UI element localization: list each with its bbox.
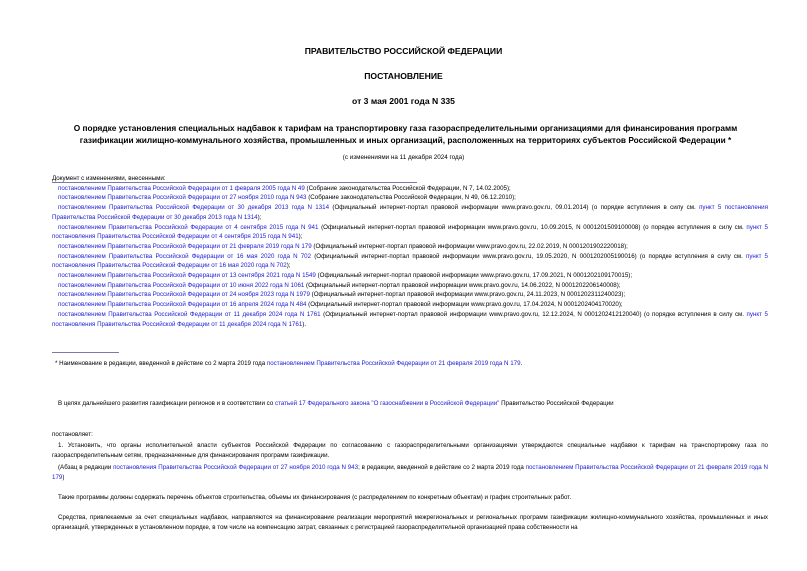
footnote-end: . — [520, 360, 523, 367]
effective-date-link[interactable]: пункт 5 постановления Правительства Российской Федерации от 16 мая 2020 года N 702 — [52, 252, 769, 270]
amendment-source: (Официальный интернет-портал правовой информации www.pravo.gov.ru, 10.09.2015, N 0001201509100008) (о порядке вступления в силу см. — [318, 223, 747, 231]
amendment-end: ); — [298, 233, 303, 241]
funds-paragraph: Средства, привлекаемые за счет специальных надбавок, направляются на финансирование реализации мероприятий межрегиональных и региональных программ газификации жилищно-коммунального хозяйства, промышленных и иных организаций, утвержденных в установленном порядке, в том числе на компенсацию затрат, связанных с регистрацией газораспределительной организацией права собственности на — [52, 514, 768, 531]
preamble-paragraph — [52, 399, 768, 409]
amendment-end: ). — [302, 320, 307, 328]
docinfo-item — [52, 242, 768, 252]
docinfo-item — [52, 290, 768, 300]
amendment-link[interactable]: постановлением Правительства Российской Федерации от 16 апреля 2024 года N 484 — [58, 301, 307, 309]
amendment-link[interactable]: постановлением Правительства Российской Федерации от 16 мая 2020 года N 702 — [58, 252, 312, 260]
effective-date-link[interactable]: пункт 5 постановления Правительства Российской Федерации от 30 декабря 2013 года N 1314 — [52, 204, 768, 221]
docinfo-item — [52, 203, 768, 222]
docinfo-item — [52, 281, 768, 291]
amendment-source: (Официальный интернет-портал правовой информации www.pravo.gov.ru, 17.09.2021, N 0001202109170015); — [315, 272, 633, 280]
amendment-source: (Официальный интернет-портал правовой информации www.pravo.gov.ru, 19.05.2020, N 0001202005190016) (о порядке вступления в силу см. — [311, 252, 746, 260]
docinfo-item — [52, 223, 768, 242]
amendment-link[interactable]: постановлением Правительства Российской Федерации от 10 июня 2022 года N 1061 — [58, 281, 305, 289]
doc-date-number: от 3 мая 2001 года N 335 — [352, 96, 455, 106]
amendment-source: (Официальный интернет-портал правовой информации www.pravo.gov.ru, 09.01.2014) (о порядке вступления в силу см. — [329, 204, 700, 212]
amendment-source: (Официальный интернет-портал правовой информации www.pravo.gov.ru, 24.11.2023, N 0001202311240023); — [309, 291, 626, 299]
footnote-link[interactable]: постановлением Правительства Российской Федерации от 21 февраля 2019 года N 179 — [266, 360, 521, 367]
amendment-link[interactable]: постановлением Правительства Российской Федерации от 1 февраля 2005 года N 49 — [58, 184, 305, 192]
docinfo-item — [52, 184, 768, 194]
amendment-source: (Собрание законодательства Российской Федерации, N 7, 14.02.2005); — [304, 184, 511, 192]
amendment-source: (Официальный интернет-портал правовой информации www.pravo.gov.ru, 17.04.2024, N 0001202404170020); — [306, 301, 623, 309]
docinfo-list — [52, 184, 768, 330]
amendment-link[interactable]: постановлением Правительства Российской Федерации от 11 декабря 2024 года N 1761 — [58, 310, 321, 318]
docinfo-item — [52, 271, 768, 281]
amendment-source: (Официальный интернет-портал правовой информации www.pravo.gov.ru, 14.06.2022, N 0001202206140008); — [304, 281, 621, 289]
docinfo-item — [52, 193, 768, 203]
amendment-source: (Официальный интернет-портал правовой информации www.pravo.gov.ru, 12.12.2024, N 0001202412120040) (о порядке вступления в силу см. — [320, 310, 747, 318]
decree-word: постановляет: — [52, 431, 93, 438]
edition-note-mid: ; в редакции, введенной в действие со 2 марта 2019 года — [358, 464, 526, 471]
effective-date-link[interactable]: пункт 5 постановления Правительства Российской Федерации от 11 декабря 2024 года N 1761 — [52, 310, 768, 328]
amendment-source: (Собрание законодательства Российской Федерации, N 49, 06.12.2010); — [306, 194, 516, 202]
clause-1-paragraph: 1. Установить, что органы исполнительной власти субъектов Российской Федерации по согласованию с газораспределительными организациями утверждаются специальные надбавки к тарифам на транспортировку газа по газораспределительным сетям, предназначенные для финансирования программ газификации. — [52, 442, 768, 459]
preamble-text: В целях дальнейшего развития газификации регионов и в соответствии со — [58, 400, 275, 407]
footnote-divider — [52, 352, 119, 353]
footnote-text: * Наименование в редакции, введенной в действие со 2 марта 2019 года — [55, 360, 267, 367]
amendment-end: ); — [286, 262, 291, 270]
edition-link-179[interactable]: постановлением Правительства Российской Федерации от 21 февраля 2019 года N 179 — [52, 464, 769, 481]
document-title: О порядке установления специальных надбавок к тарифам на транспортировку газа газораспределительными организациями для финансирования программ газификации жилищно-коммунального хозяйства, промышленных и иных организаций, расположенных на территориях субъектов Российской Федерации * — [73, 123, 738, 145]
amendment-link[interactable]: постановлением Правительства Российской Федерации от 24 ноября 2023 года N 1979 — [58, 291, 310, 299]
law-article-link[interactable]: статьей 17 Федерального закона "О газоснабжении в Российской Федерации" — [274, 400, 500, 407]
amendment-source: (Официальный интернет-портал правовой информации www.pravo.gov.ru, 22.02.2019, N 0001201902220018); — [311, 242, 628, 250]
edition-note-text: (Абзац в редакции — [58, 464, 114, 471]
edition-note-paragraph — [52, 463, 768, 482]
amendment-link[interactable]: постановлением Правительства Российской Федерации от 13 сентября 2021 года N 1549 — [58, 272, 316, 280]
amendment-link[interactable]: постановлением Правительства Российской Федерации от 27 ноября 2010 года N 943 — [58, 194, 307, 202]
amendment-link[interactable]: постановлением Правительства Российской Федерации от 30 декабря 2013 года N 1314 — [58, 204, 330, 212]
preamble-end: Правительство Российской Федерации — [499, 400, 614, 407]
government-heading: ПРАВИТЕЛЬСТВО РОССИЙСКОЙ ФЕДЕРАЦИИ — [304, 46, 503, 56]
changed-note: (с изменениями на 11 декабря 2024 года) — [342, 154, 465, 161]
footnote — [52, 359, 768, 369]
effective-date-link[interactable]: пункт 5 постановления Правительства Российской Федерации от 4 сентября 2015 года N 941 — [52, 223, 768, 241]
docinfo-intro: Документ с изменениями, внесенными: — [52, 175, 166, 182]
amendment-link[interactable]: постановлением Правительства Российской Федерации от 21 февраля 2019 года N 179 — [58, 242, 312, 250]
edition-note-end: ) — [62, 473, 65, 481]
docinfo-item — [52, 310, 768, 329]
docinfo-item — [52, 252, 768, 271]
docinfo-item — [52, 300, 768, 310]
docinfo-block — [52, 174, 768, 329]
doc-type-heading: ПОСТАНОВЛЕНИЕ — [364, 71, 443, 81]
amendment-end: ); — [257, 213, 262, 221]
programs-paragraph: Такие программы должны содержать перечень объектов строительства, объемы их финансирования (с распределением по конкретным объектам) и график строительных работ. — [58, 494, 572, 501]
edition-link-943[interactable]: постановления Правительства Российской Федерации от 27 ноября 2010 года N 943 — [113, 464, 359, 471]
amendment-link[interactable]: постановлением Правительства Российской Федерации от 4 сентября 2015 года N 941 — [58, 223, 319, 231]
